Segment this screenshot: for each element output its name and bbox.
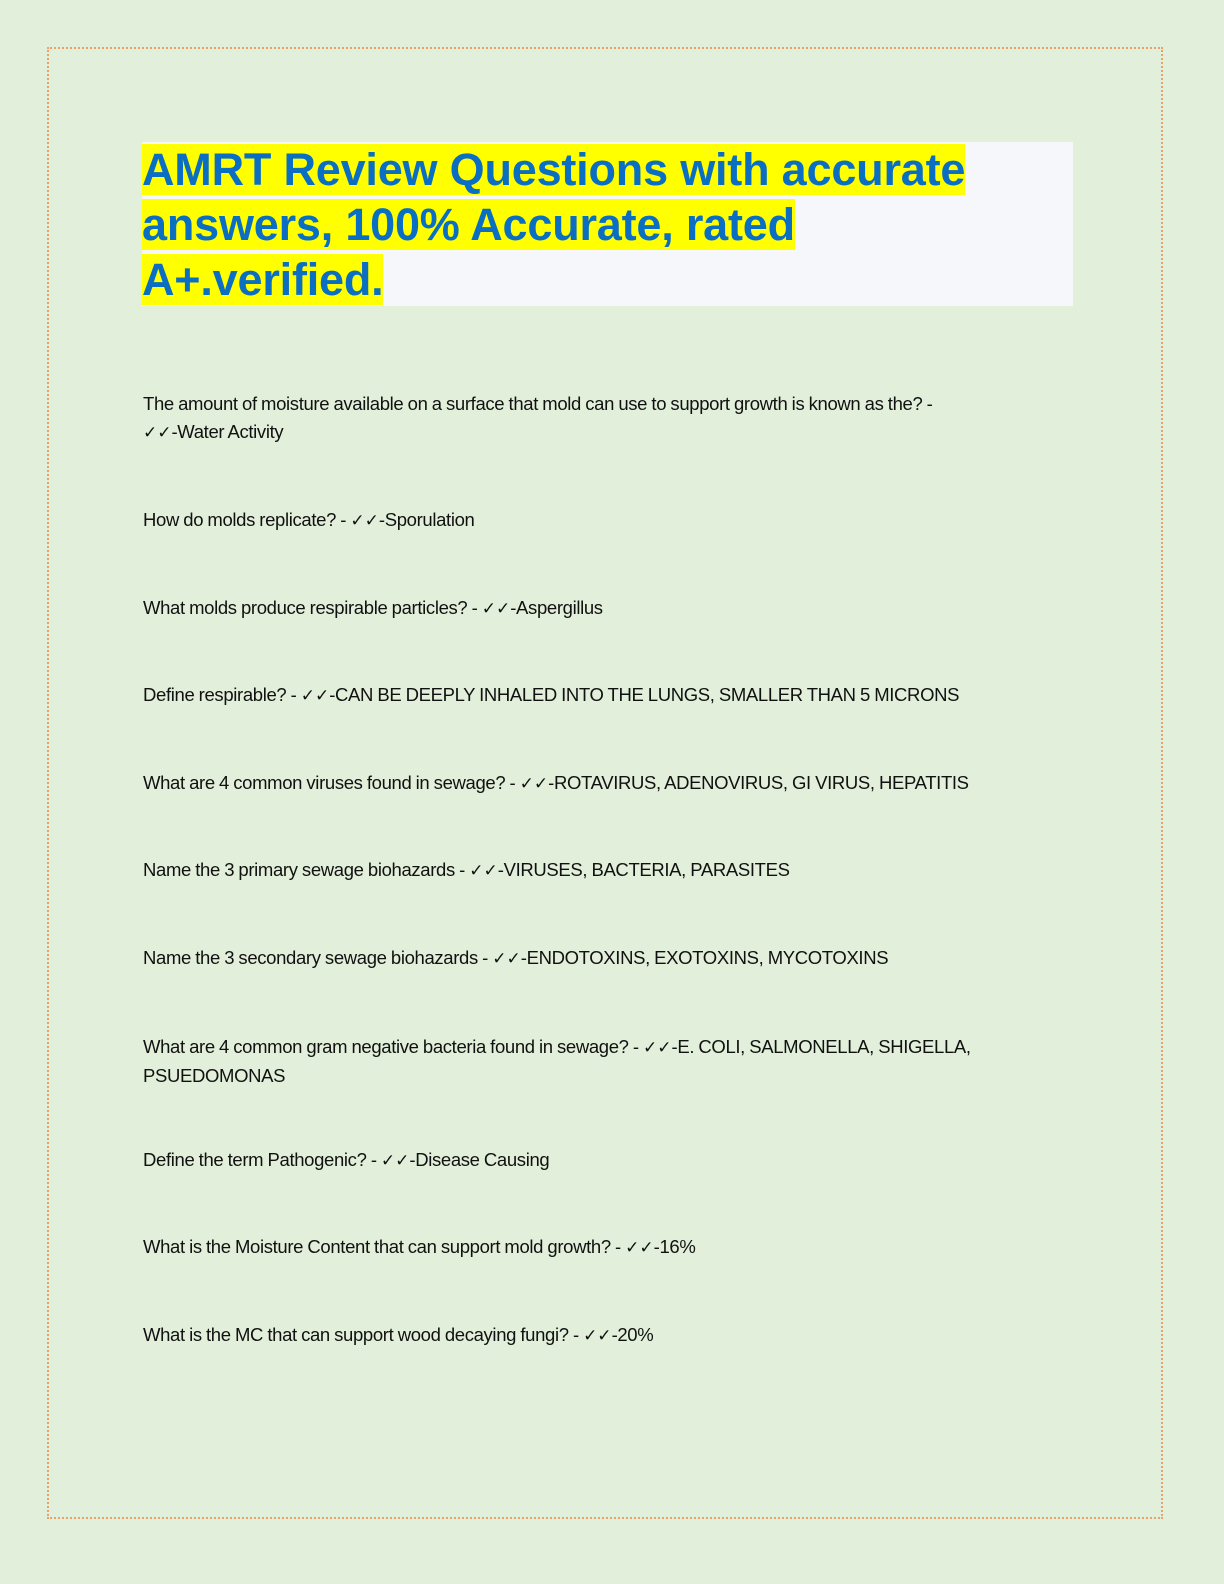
double-check-icon: ✓✓	[492, 949, 521, 969]
title-line-2: answers, 100% Accurate, rated	[142, 199, 795, 250]
qa-item	[143, 1321, 1053, 1350]
question-text: What molds produce respirable particles? -	[143, 597, 482, 618]
qa-item	[143, 681, 1053, 710]
question-text: Name the 3 secondary sewage biohazards -	[143, 947, 493, 968]
qa-item	[143, 1146, 1053, 1175]
document-title	[142, 142, 1073, 307]
question-text: What are 4 common gram negative bacteria found in sewage? -	[143, 1036, 644, 1057]
double-check-icon: ✓✓	[583, 1326, 612, 1346]
question-text: How do molds replicate? -	[143, 509, 351, 530]
double-check-icon: ✓✓	[643, 1038, 672, 1058]
answer-text: -E. COLI, SALMONELLA, SHIGELLA, PSUEDOMONAS	[143, 1036, 971, 1086]
answer-text: -Aspergillus	[510, 597, 603, 618]
question-text: The amount of moisture available on a surface that mold can use to support growth is known as the? -	[143, 393, 933, 414]
qa-item	[143, 594, 1053, 623]
double-check-icon: ✓✓	[350, 511, 379, 531]
answer-text: -16%	[653, 1236, 696, 1257]
double-check-icon: ✓✓	[625, 1238, 654, 1258]
qa-item	[143, 944, 1053, 973]
qa-item	[143, 390, 1053, 447]
qa-item	[143, 1233, 1053, 1262]
qa-item	[143, 506, 1053, 535]
question-text: Define the term Pathogenic? -	[143, 1149, 381, 1170]
question-text: What is the Moisture Content that can support mold growth? -	[143, 1236, 626, 1257]
qa-item	[143, 1033, 1053, 1090]
double-check-icon: ✓✓	[143, 423, 172, 443]
question-text: Name the 3 primary sewage biohazards -	[143, 859, 470, 880]
answer-text: -Water Activity	[171, 421, 284, 442]
question-text: What is the MC that can support wood decaying fungi? -	[143, 1324, 584, 1345]
answer-text: -ENDOTOXINS, EXOTOXINS, MYCOTOXINS	[520, 947, 889, 968]
title-line-3: A+.verified.	[142, 254, 384, 305]
double-check-icon: ✓✓	[380, 1151, 410, 1171]
answer-text: -ROTAVIRUS, ADENOVIRUS, GI VIRUS, HEPATITIS	[548, 772, 969, 793]
answer-text: -VIRUSES, BACTERIA, PARASITES	[497, 859, 790, 880]
title-line-1: AMRT Review Questions with accurate	[142, 144, 966, 195]
double-check-icon: ✓✓	[300, 686, 330, 706]
answer-text: -CAN BE DEEPLY INHALED INTO THE LUNGS, SMALLER THAN 5 MICRONS	[329, 684, 960, 705]
question-text: What are 4 common viruses found in sewage? -	[143, 772, 520, 793]
double-check-icon: ✓✓	[519, 774, 549, 794]
double-check-icon: ✓✓	[481, 599, 511, 619]
qa-item	[143, 769, 1053, 798]
answer-text: -Disease Causing	[409, 1149, 550, 1170]
answer-text: -Sporulation	[378, 509, 475, 530]
answer-text: -20%	[611, 1324, 654, 1345]
qa-item	[143, 856, 1053, 885]
title-box	[142, 142, 1073, 306]
double-check-icon: ✓✓	[469, 861, 498, 881]
question-text: Define respirable? -	[143, 684, 301, 705]
